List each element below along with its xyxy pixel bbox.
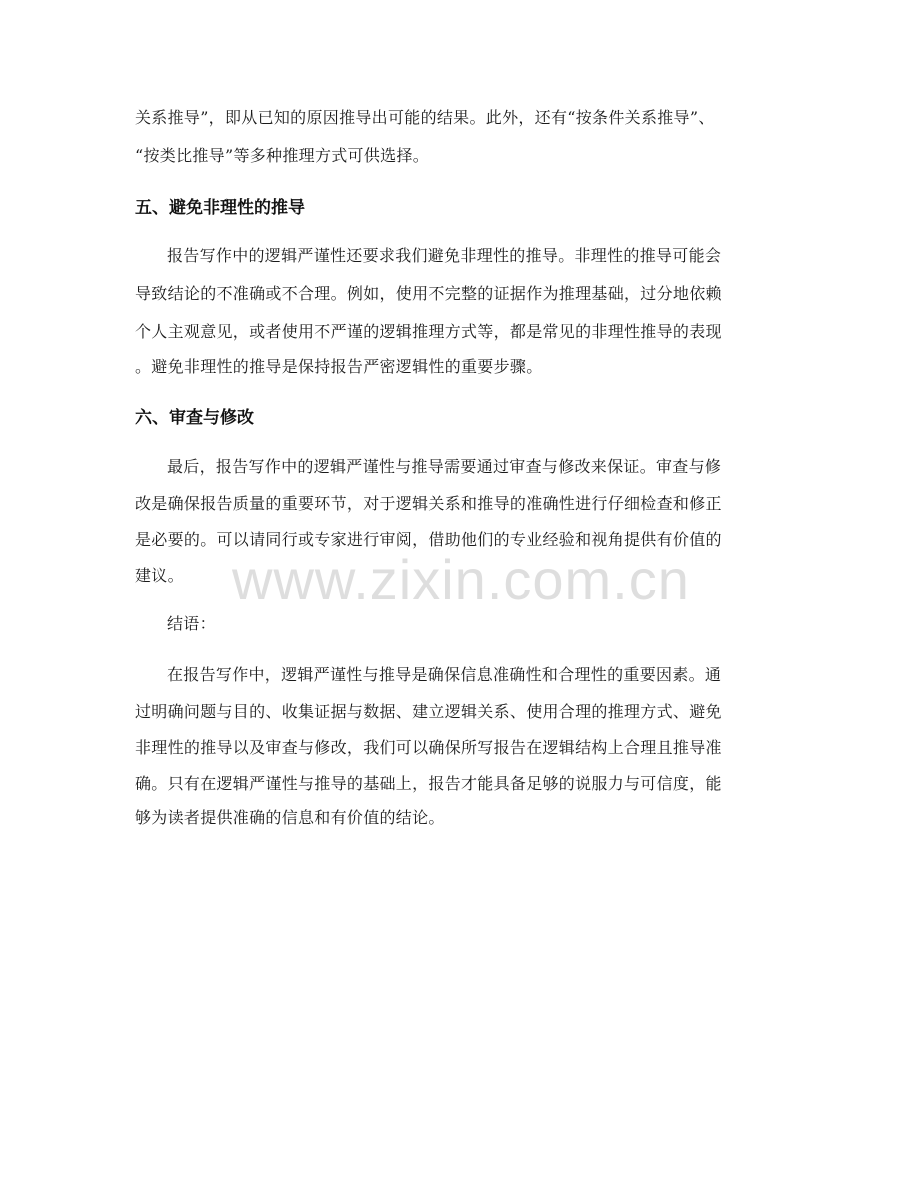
paragraph-line: 建议。 <box>135 566 184 585</box>
paragraph-line: 报告写作中的逻辑严谨性还要求我们避免非理性的推导。非理性的推导可能会 <box>167 246 722 265</box>
paragraph-line: 在报告写作中，逻辑严谨性与推导是确保信息准确性和合理性的重要因素。通 <box>167 665 722 684</box>
paragraph-line: 改是确保报告质量的重要环节，对于逻辑关系和推导的准确性进行仔细检查和修正 <box>135 494 722 513</box>
paragraph-line: 最后，报告写作中的逻辑严谨性与推导需要通过审查与修改来保证。审查与修 <box>167 457 722 476</box>
paragraph-line: 非理性的推导以及审查与修改，我们可以确保所写报告在逻辑结构上合理且推导准 <box>135 738 722 757</box>
paragraph-line: 是必要的。可以请同行或专家进行审阅，借助他们的专业经验和视角提供有价值的 <box>135 530 722 549</box>
paragraph-line: 关系推导”，即从已知的原因推导出可能的结果。此外，还有“按条件关系推导”、 <box>135 108 715 127</box>
paragraph-line: 够为读者提供准确的信息和有价值的结论。 <box>135 808 445 827</box>
watermark: www.zixin.com.cn <box>232 548 690 611</box>
paragraph-line: “按类比推导”等多种推理方式可供选择。 <box>135 146 430 165</box>
section-heading-6: 六、审查与修改 <box>135 408 254 428</box>
conclusion-label: 结语： <box>167 614 216 633</box>
paragraph-line: 。避免非理性的推导是保持报告严密逻辑性的重要步骤。 <box>135 357 543 376</box>
paragraph-line: 确。只有在逻辑严谨性与推导的基础上，报告才能具备足够的说服力与可信度，能 <box>135 774 722 793</box>
section-heading-5: 五、避免非理性的推导 <box>135 198 305 218</box>
paragraph-line: 过明确问题与目的、收集证据与数据、建立逻辑关系、使用合理的推理方式、避免 <box>135 702 722 721</box>
paragraph-line: 导致结论的不准确或不合理。例如，使用不完整的证据作为推理基础，过分地依赖 <box>135 284 722 303</box>
paragraph-line: 个人主观意见，或者使用不严谨的逻辑推理方式等，都是常见的非理性推导的表现 <box>135 322 722 341</box>
